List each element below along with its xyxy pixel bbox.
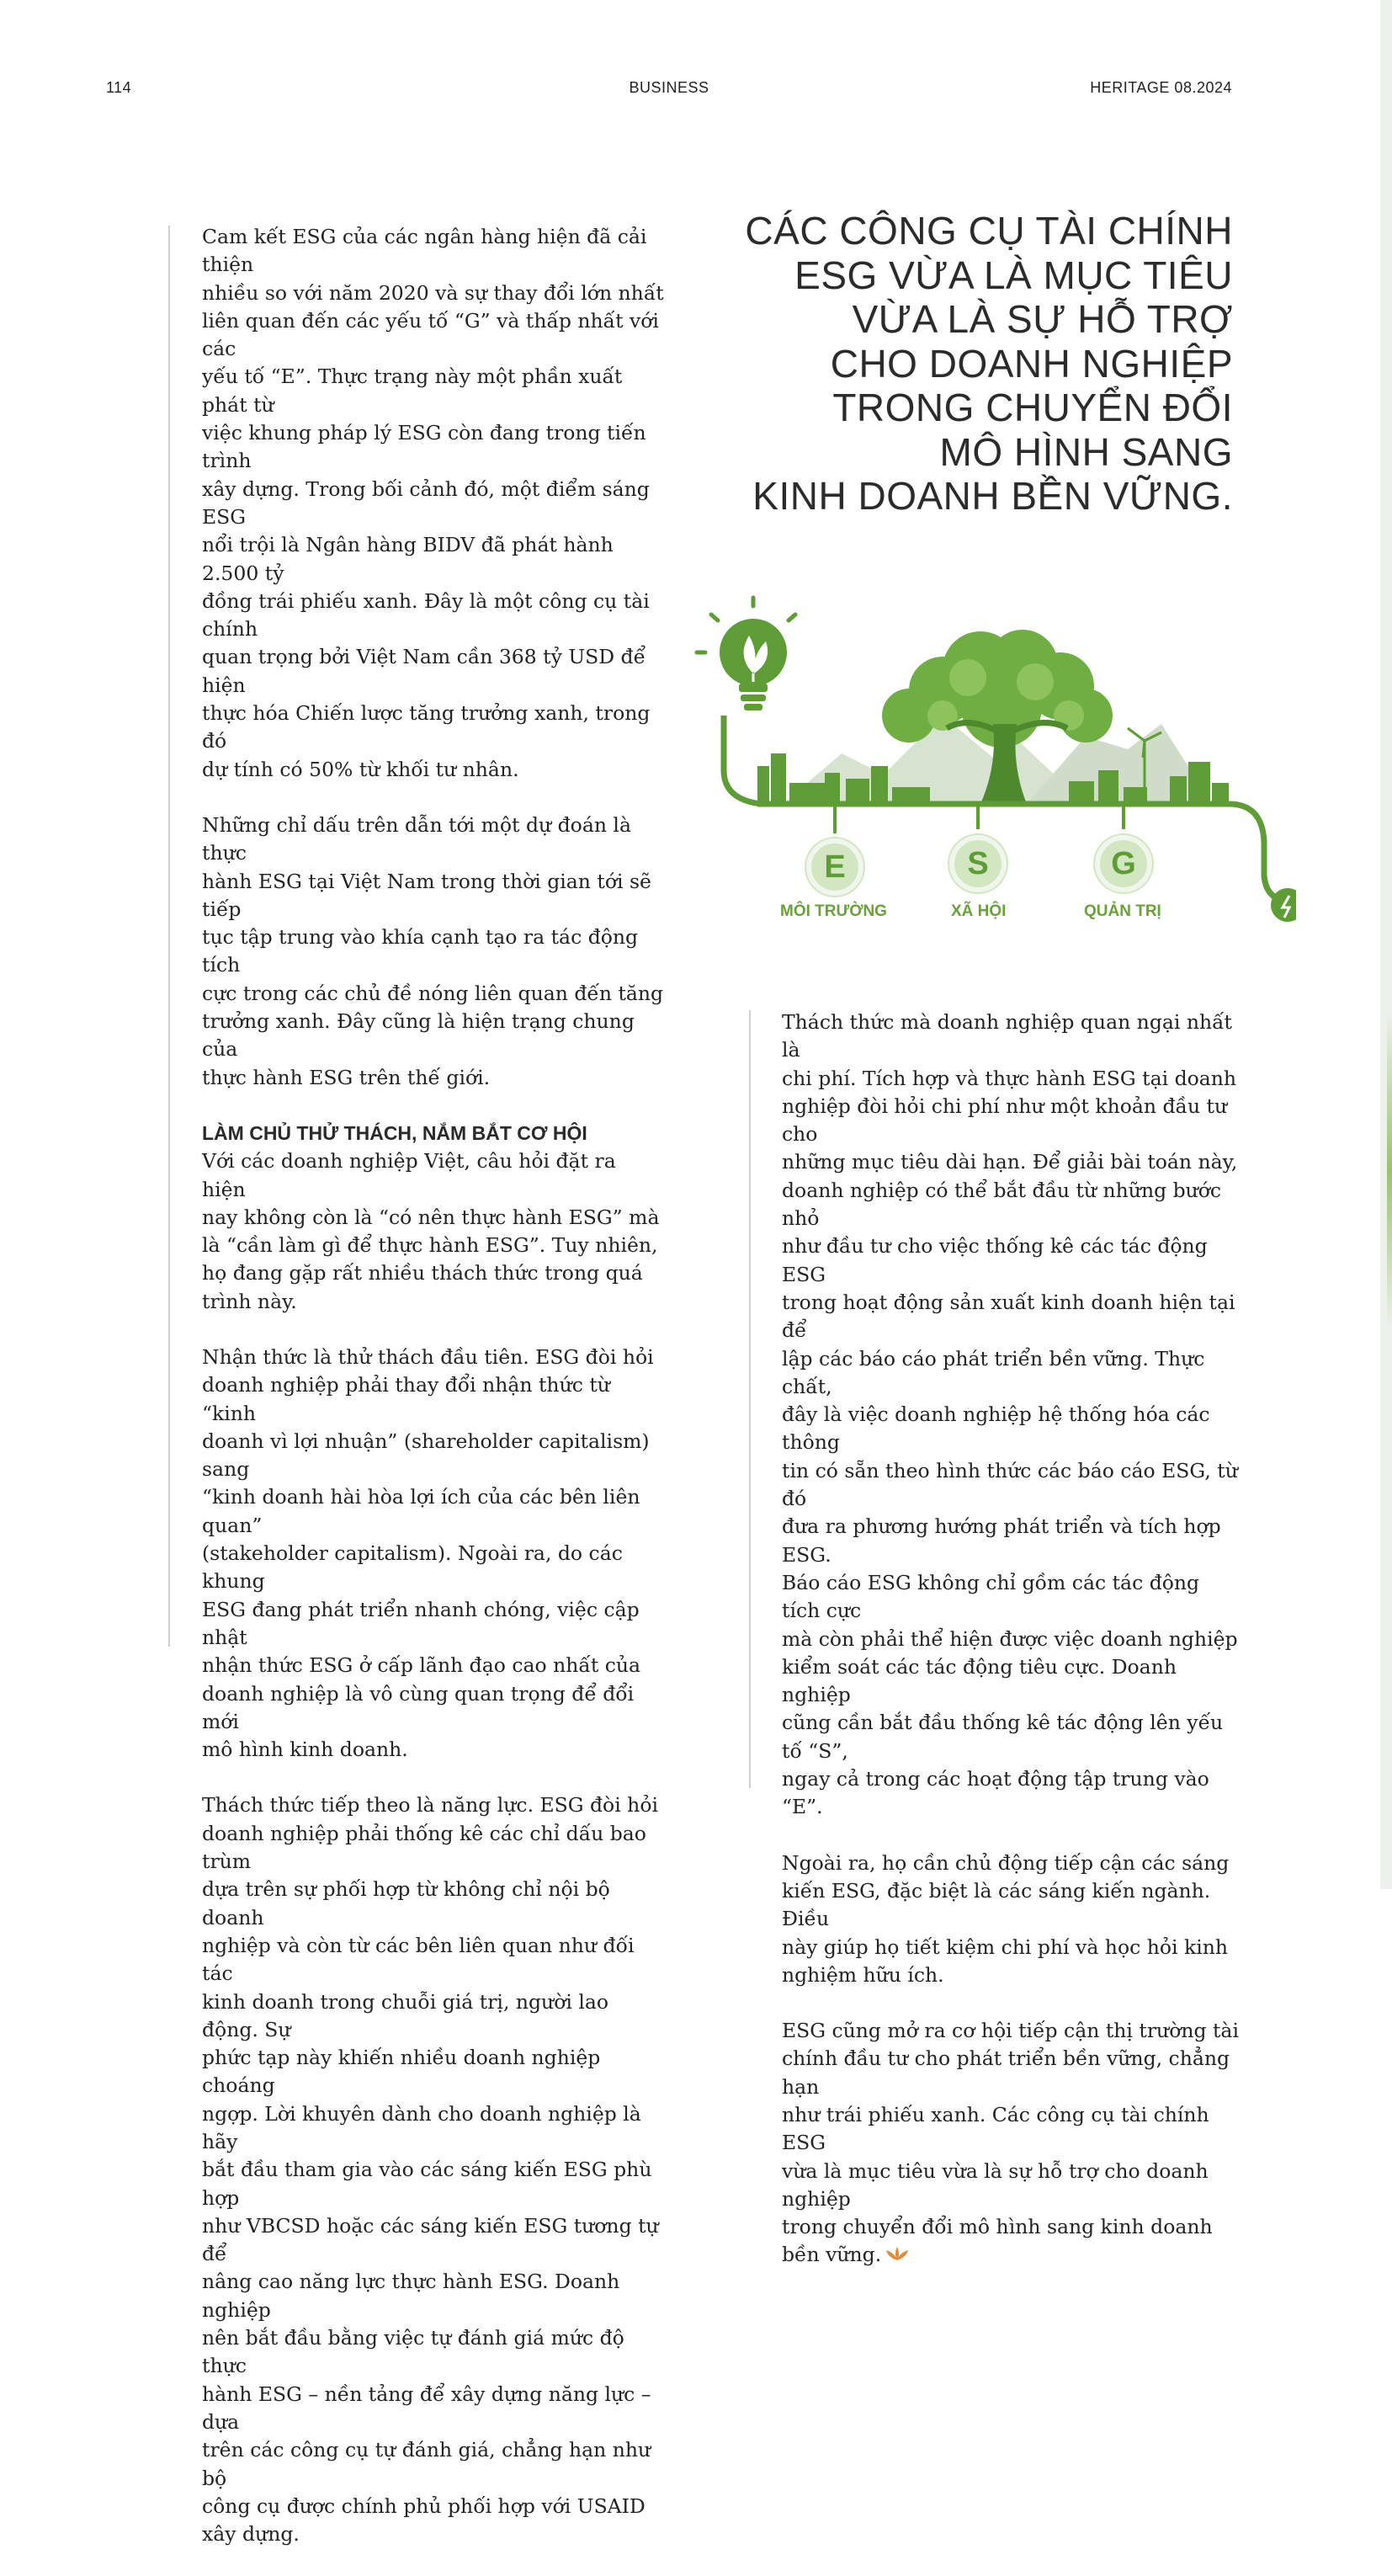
page-number: 114	[106, 79, 132, 96]
page-edge-accent	[1387, 1010, 1392, 1330]
governance-circle: G	[1095, 835, 1152, 892]
social-label: XÃ HỘI	[951, 902, 1007, 920]
paragraph: Thách thức tiếp theo là năng lực. ESG đòi hỏi doanh nghiệp phải thống kê các chỉ dấu bao trùm dựa trên sự phối hợp từ không chỉ nội bộ doanh nghiệp và còn từ các bên liên quan như đối tác kinh doanh trong chuỗi giá trị, người lao động. Sự phức tạp này khiến nhiều doanh nghiệp choáng ngợp. Lời khuyên dành cho doanh nghiệp là hãy bắt đầu tham gia vào các sáng kiến ESG phù hợp như VBCSD hoặc các sáng kiến ESG tương tự để nâng cao năng lực thực hành ESG. Doanh nghiệp nên bắt đầu bằng việc tự đánh giá mức độ thực hành ESG – nền tảng để xây dựng năng lực – dựa trên các công cụ tự đánh giá, chẳng hạn như bộ công cụ được chính phủ phối hợp với USAID xây dựng.	[202, 1793, 659, 2547]
esg-illustration	[690, 589, 1296, 943]
environment-label: MÔI TRƯỜNG	[780, 902, 887, 920]
issue-label: HERITAGE 08.2024	[1090, 79, 1232, 96]
page-edge	[1380, 0, 1392, 1889]
left-article-column	[202, 223, 665, 2576]
social-circle: S	[949, 835, 1007, 892]
light-bulb-icon	[720, 619, 787, 711]
section-label: BUSINESS	[629, 79, 709, 96]
paragraph: Nhận thức là thử thách đầu tiên. ESG đòi hỏi doanh nghiệp phải thay đổi nhận thức từ “kinh doanh vì lợi nhuận” (shareholder capitalism) sang “kinh doanh hài hòa lợi ích của các bên liên quan” (stakeholder capitalism). Ngoài ra, do các khung ESG đang phát triển nhanh chóng, việc cập nhật nhận thức ESG ở cấp lãnh đạo cao nhất của doanh nghiệp là vô cùng quan trọng để đổi mới mô hình kinh doanh.	[202, 1344, 654, 1762]
closing-paragraph	[782, 2017, 1241, 2270]
lotus-end-mark-icon	[885, 2242, 910, 2270]
paragraph-text: ESG cũng mở ra cơ hội tiếp cận thị trường tài chính đầu tư cho phát triển bền vững, chẳng hạn như trái phiếu xanh. Các công cụ tài chính ESG vừa là mục tiêu vừa là sự hỗ trợ cho doanh nghiệp trong chuyển đổi mô hình sang kinh doanh bền vững.	[782, 2019, 1239, 2267]
right-article-column	[782, 1009, 1241, 2270]
section-heading: LÀM CHỦ THỬ THÁCH, NẮM BẮT CƠ HỘI	[202, 1121, 587, 1144]
environment-circle: E	[806, 838, 863, 896]
page-header	[0, 79, 1392, 104]
connector-lines	[835, 804, 1124, 833]
esg-tree-graphic	[690, 589, 1296, 943]
right-column-rule	[749, 1010, 751, 1788]
paragraph: Những chỉ dấu trên dẫn tới một dự đoán là thực hành ESG tại Việt Nam trong thời gian tới sẽ tiếp tục tập trung vào khía cạnh tạo ra tác động tích cực trong các chủ đề nóng liên quan đến tăng trưởng xanh. Đây cũng là hiện trạng chung của thực hành ESG trên thế giới.	[202, 812, 664, 1089]
governance-label: QUẢN TRỊ	[1084, 902, 1161, 920]
paragraph: Ngoài ra, họ cần chủ động tiếp cận các sáng kiến ESG, đặc biệt là các sáng kiến ngành. Điều này giúp họ tiết kiệm chi phí và học hỏi kinh nghiệm hữu ích.	[782, 1850, 1230, 1987]
bulb-cable	[724, 716, 762, 804]
paragraph: Cam kết ESG của các ngân hàng hiện đã cải thiện nhiều so với năm 2020 và sự thay đổi lớn nhất liên quan đến các yếu tố “G” và thấp nhất với các yếu tố “E”. Thực trạng này một phần xuất phát từ việc khung pháp lý ESG còn đang trong tiến trình xây dựng. Trong bối cảnh đó, một điểm sáng ESG nổi trội là Ngân hàng BIDV đã phát hành 2.500 tỷ đồng trái phiếu xanh. Đây là một công cụ tài chính quan trọng bởi Việt Nam cần 368 tỷ USD để hiện thực hóa Chiến lược tăng trưởng xanh, trong đó dự tính có 50% từ khối tư nhân.	[202, 225, 664, 781]
left-column-rule	[168, 226, 170, 1647]
paragraph: Với các doanh nghiệp Việt, câu hỏi đặt ra hiện nay không còn là “có nên thực hành ESG” mà là “cần làm gì để thực hành ESG”. Tuy nhiên, họ đang gặp rất nhiều thách thức trong quá trình này.	[202, 1149, 660, 1313]
paragraph: Thách thức mà doanh nghiệp quan ngại nhất là chi phí. Tích hợp và thực hành ESG tại doanh nghiệp đòi hỏi chi phí như một khoản đầu tư cho những mục tiêu dài hạn. Để giải bài toán này, doanh nghiệp có thể bắt đầu từ những bước nhỏ như đầu tư cho việc thống kê các tác động ESG trong hoạt động sản xuất kinh doanh hiện tại để lập các báo cáo phát triển bền vững. Thực chất, đây là việc doanh nghiệp hệ thống hóa các thông tin có sẵn theo hình thức các báo cáo ESG, từ đó đưa ra phương hướng phát triển và tích hợp ESG. Báo cáo ESG không chỉ gồm các tác động tích cực mà còn phải thể hiện được việc doanh nghiệp kiểm soát các tác động tiêu cực. Doanh nghiệp cũng cần bắt đầu thống kê tác động lên yếu tố “S”, ngay cả trong các hoạt động tập trung vào “E”.	[782, 1010, 1238, 1819]
pull-quote: CÁC CÔNG CỤ TÀI CHÍNH ESG VỪA LÀ MỤC TIÊU VỪA LÀ SỰ HỖ TRỢ CHO DOANH NGHIỆP TRONG CHUYỂN ĐỔI MÔ HÌNH SANG KINH DOANH BỀN VỮNG.	[745, 209, 1233, 518]
